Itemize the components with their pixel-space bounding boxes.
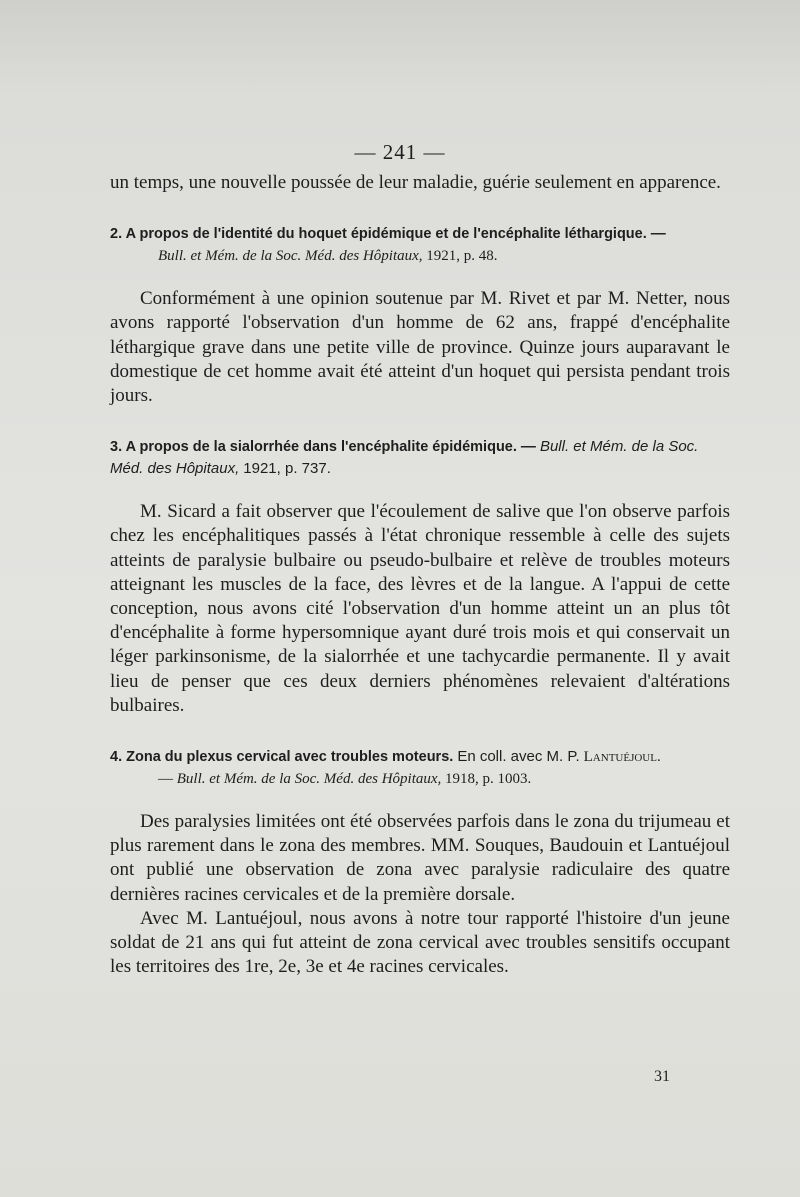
entry-2-number: 2. [110, 226, 123, 243]
entry-4-dash: — [158, 771, 173, 788]
page-content [110, 171, 730, 979]
intro-paragraph: un temps, une nouvelle poussée de leur maladie, guérie seulement en apparence. [110, 172, 721, 193]
entry-3-title: A propos de la sialorrhée dans l'encéphalite épidémique. [125, 439, 517, 456]
entry-4-heading [110, 746, 730, 768]
entry-2-heading [110, 223, 730, 245]
entry-2-body: Conformément à une opinion soutenue par M. Rivet et par M. Netter, nous avons rapporté l'observation d'un homme de 62 ans, frappé d'encéphalite léthargique grave dans une petite ville de province. Quinze jours auparavant le domestique de cet homme avait été atteint d'un hoquet qui persista pendant trois jours. [110, 288, 730, 407]
entry-4-collab-name: Lantuéjoul. [583, 749, 661, 766]
entry-4-title: Zona du plexus cervical avec troubles moteurs. [126, 749, 454, 766]
entry-2-ref-year-page: 1921, p. 48. [426, 248, 498, 265]
entry-4-reference [110, 768, 730, 790]
entry-4-number: 4. [110, 749, 123, 766]
entry-2 [110, 223, 730, 408]
entry-3-number: 3. [110, 439, 123, 456]
entry-3-dash: — [520, 438, 536, 456]
signature-mark: 31 [654, 1068, 670, 1085]
entry-3 [110, 436, 730, 718]
entry-4-ref-year-page: 1918, p. 1003. [445, 771, 532, 788]
entry-3-ref-year-page: 1921, p. 737. [243, 460, 331, 478]
entry-4-body-1: Des paralysies limitées ont été observées parfois dans le zona du trijumeau et plus rarement dans le zona des membres. MM. Souques, Baudouin et Lantuéjoul ont publié une observation de zona avec paralysie radiculaire des quatre dernières racines cervicales et de la première dorsale. [110, 811, 730, 905]
entry-4-collab: En coll. avec M. P. [457, 748, 580, 766]
entry-3-heading [110, 436, 730, 480]
entry-2-reference [110, 245, 730, 267]
entry-2-dash: — [650, 225, 666, 243]
entry-4-ref-journal: Bull. et Mém. de la Soc. Méd. des Hôpitaux, [176, 771, 442, 788]
entry-3-ref-journal: Bull. et Mém. de la Soc. Méd. des Hôpitaux, [110, 438, 699, 478]
entry-4 [110, 746, 730, 979]
entry-2-title: A propos de l'identité du hoquet épidémique et de l'encéphalite léthargique. [125, 226, 647, 243]
entry-3-body: M. Sicard a fait observer que l'écoulement de salive que l'on observe parfois chez les encéphalitiques passés à l'état chronique ressemble à celle des sujets atteints de paralysie bulbaire ou pseudo-bulbaire et relève de troubles moteurs atteignant les muscles de la face, des lèvres et de la langue. A l'appui de cette conception, nous avons cité l'observation d'un homme atteint un an plus tôt d'encéphalite à forme hypersomnique ayant duré trois mois et qui conservait un léger parkinsonisme, de la sialorrhée et une tachycardie permanente. Il y avait lieu de penser que ces deux derniers phénomènes relevaient d'altérations bulbaires. [110, 501, 730, 716]
entry-2-ref-journal: Bull. et Mém. de la Soc. Méd. des Hôpitaux, [158, 248, 423, 265]
page-number: — 241 — [354, 140, 446, 164]
entry-4-body-2: Avec M. Lantuéjoul, nous avons à notre tour rapporté l'histoire d'un jeune soldat de 21 ans qui fut atteint de zona cervical avec troubles sensitifs occupant les territoires des 1re, 2e, 3e et 4e racines cervicales. [110, 907, 730, 978]
